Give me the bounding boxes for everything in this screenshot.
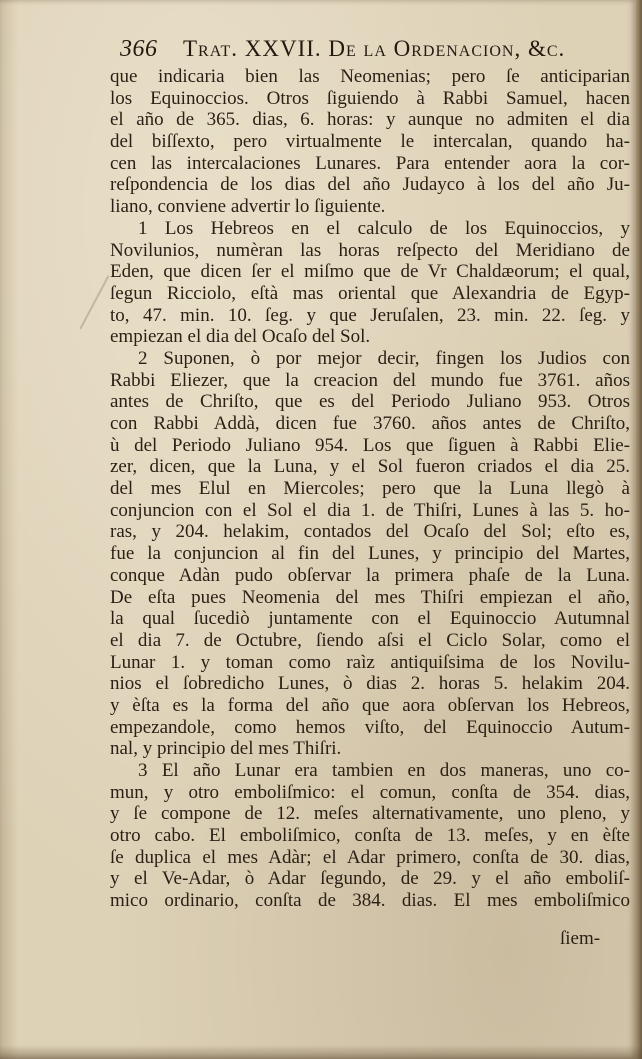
running-head [120,36,625,70]
text-line: to, 47. min. 10. ſeg. y que Jeruſalen, 23. min. 22. ſeg. y [110,304,630,326]
body-text [110,66,630,912]
text-line: otro cabo. El emboliſmico, conſta de 13. meſes, y en èſte [110,825,630,847]
text-line: mico ordinario, conſta de 384. dias. El mes emboliſmico [110,890,630,912]
paragraph-1-start: 1 Los Hebreos en el calculo de los Equinoccios, y [138,217,630,239]
text-line: reſpondencia de los dias del año Judayco à los del año Ju- [110,174,630,196]
text-line: cen las intercalaciones Lunares. Para entender aora la cor- [110,152,630,174]
paragraph-2-start: 2 Suponen, ò por mejor decir, fingen los Judios con [138,347,630,369]
text-line: ſe duplica el mes Adàr; el Adar primero, conſta de 30. dias, [110,846,630,868]
running-title: Trat. XXVII. De la Ordenacion, &c. [183,36,566,61]
text-line: ras, y 204. helakim, contados del Ocaſo del Sol; eſto es, [110,521,630,543]
page-number: 366 [120,36,158,62]
text-line: antes de Chriſto, que es del Periodo Juliano 953. Otros [110,391,630,413]
text-line: y èſta es la forma del año que aora obſervan los Hebreos, [110,694,630,716]
catchword: ſiem- [560,928,601,949]
text-line: y el Ve-Adar, ò Adar ſegundo, de 29. y el año emboliſ- [110,868,630,890]
text-line: los Equinoccios. Otros ſiguiendo à Rabbi Samuel, hacen [110,87,630,109]
text-line: empiezan el dia del Ocaſo del Sol. [110,326,371,348]
text-line: ſegun Ricciolo, eſtà mas oriental que Alexandria de Egyp- [110,282,630,304]
text-line: la qual ſucediò juntamente con el Equinoccio Autumnal [110,608,630,630]
text-line: Lunar 1. y toman como raìz antiquiſsima de los Novilu- [110,651,630,673]
text-line: mun, y otro emboliſmico: el comun, conſta de 354. dias, [110,781,630,803]
text-line: el dia 7. de Octubre, ſiendo aſsi el Ciclo Solar, como el [110,629,630,651]
text-line: conjuncion con el Sol el dia 1. de Thiſri, Lunes à las 5. ho- [110,499,630,521]
text-line: nal, y principio del mes Thiſri. [110,738,342,760]
text-line: conque Adàn pudo obſervar la primera phaſe de la Luna. [110,564,630,586]
text-line: liano, conviene advertir lo ſiguiente. [110,196,386,218]
text-line: zer, dicen, que la Luna, y el Sol fueron criados el dia 25. [110,456,630,478]
text-line: empezandole, como hemos viſto, del Equinoccio Autum- [110,716,630,738]
text-line: Eden, que dicen ſer el miſmo que de Vr Chaldæorum; el qual, [110,261,630,283]
text-line: con Rabbi Addà, dicen fue 3760. años antes de Chriſto, [110,413,630,434]
text-line: del biſſexto, pero virtualmente le intercalan, quando ha- [110,131,630,153]
page-gutter [636,0,642,1059]
text-line: nios el ſobredicho Lunes, ò dias 2. horas 5. helakim 204. [110,673,630,695]
text-line: fue la conjuncion al fin del Lunes, y principio del Martes, [110,543,630,565]
paragraph-3-start: 3 El año Lunar era tambien en dos maneras, uno co- [138,760,630,781]
page-bottom-shadow [0,1045,642,1059]
text-line: y ſe compone de 12. meſes alternativamente, uno pleno, y [110,803,630,825]
text-line: que indicaria bien las Neomenias; pero ſe anticiparian [110,66,630,87]
text-line: Rabbi Eliezer, que la creacion del mundo fue 3761. años [110,369,630,391]
text-line: el año de 365. dias, 6. horas: y aunque no admiten el dia [110,109,630,131]
text-line: ù del Periodo Juliano 954. Los que ſiguen à Rabbi Elie- [110,434,630,456]
text-line: del mes Elul en Miercoles; pero que la Luna llegò à [110,478,630,500]
text-line: Novilunios, numèran las horas reſpecto del Meridiano de [110,239,630,261]
text-line: De eſta pues Neomenia del mes Thiſri empiezan el año, [110,586,630,608]
